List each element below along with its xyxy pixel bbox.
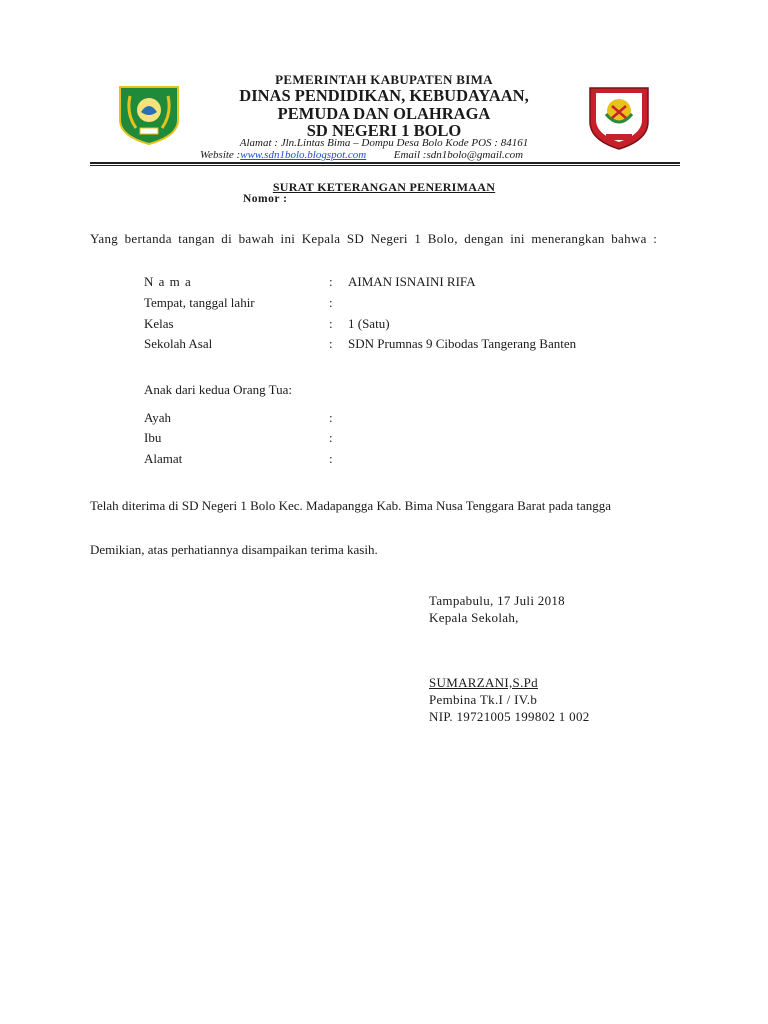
website-label: Website : xyxy=(200,149,241,161)
header-divider-thick xyxy=(90,162,680,164)
student-name-value: AIMAN ISNAINI RIFA xyxy=(348,274,476,289)
class-label: Kelas xyxy=(144,316,174,331)
mother-label: Ibu xyxy=(144,430,162,445)
origin-school-label: Sekolah Asal xyxy=(144,336,213,351)
place-and-date: Tampabulu, 17 Juli 2018 xyxy=(429,593,565,608)
letter-title: SURAT KETERANGAN PENERIMAAN xyxy=(272,180,496,194)
colon: : xyxy=(329,274,333,289)
colon: : xyxy=(329,451,333,466)
colon: : xyxy=(329,316,333,331)
government-name: PEMERINTAH KABUPATEN BIMA xyxy=(275,72,493,87)
signatory-position: Kepala Sekolah, xyxy=(429,610,519,625)
email-text: Email :sdn1bolo@gmail.com xyxy=(393,149,524,161)
agency-name-line2: PEMUDA DAN OLAHRAGA xyxy=(277,104,491,123)
class-value: 1 (Satu) xyxy=(348,316,390,331)
website-link[interactable]: www.sdn1bolo.blogspot.com xyxy=(240,149,367,161)
birth-place-date-label: Tempat, tanggal lahir xyxy=(144,295,255,310)
signatory-rank: Pembina Tk.I / IV.b xyxy=(429,692,538,707)
signatory-name: SUMARZANI,S.Pd xyxy=(429,675,538,690)
colon: : xyxy=(329,295,333,310)
agency-name-line1: DINAS PENDIDIKAN, KEBUDAYAAN, xyxy=(239,86,529,105)
contact-line xyxy=(200,149,523,161)
colon: : xyxy=(329,410,333,425)
father-label: Ayah xyxy=(144,410,171,425)
parents-heading: Anak dari kedua Orang Tua: xyxy=(144,382,293,397)
letter-number-label: Nomor : xyxy=(243,193,288,205)
intro-paragraph: Yang bertanda tangan di bawah ini Kepala SD Negeri 1 Bolo, dengan ini menerangkan bahwa : xyxy=(90,231,658,246)
signatory-nip: NIP. 19721005 199802 1 002 xyxy=(429,709,590,724)
closing-statement: Demikian, atas perhatiannya disampaikan terima kasih. xyxy=(90,542,378,557)
colon: : xyxy=(329,336,333,351)
colon: : xyxy=(329,430,333,445)
address-label: Alamat xyxy=(144,451,183,466)
origin-school-value: SDN Prumnas 9 Cibodas Tangerang Banten xyxy=(348,336,577,351)
header-divider-thin xyxy=(90,165,680,166)
school-name: SD NEGERI 1 BOLO xyxy=(306,121,462,140)
school-address: Alamat : Jln.Lintas Bima – Dompu Desa Bolo Kode POS : 84161 xyxy=(239,137,529,149)
student-name-label: N a m a xyxy=(144,274,192,289)
acceptance-statement: Telah diterima di SD Negeri 1 Bolo Kec. Madapangga Kab. Bima Nusa Tenggara Barat pada tangga xyxy=(90,498,612,513)
